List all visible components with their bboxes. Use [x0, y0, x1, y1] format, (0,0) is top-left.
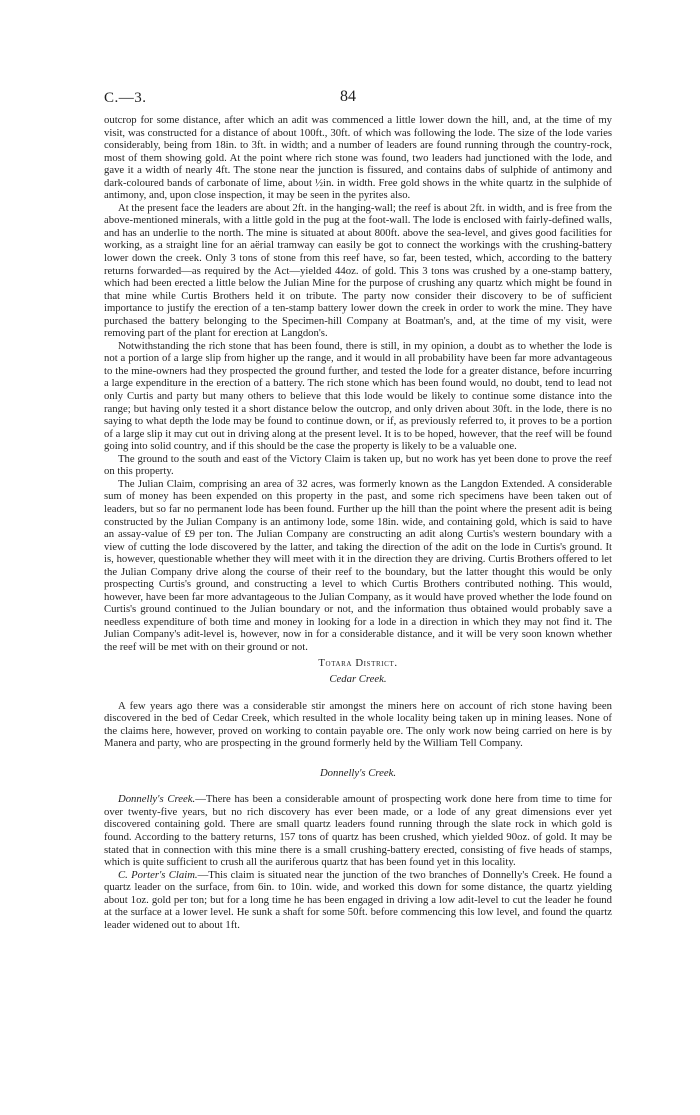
paragraph-cedar-creek: A few years ago there was a considerable stir amongst the miners here on account of rich stone having been discovered in the bed of Cedar Creek, which resulted in the whole locality being taken up in mining leases. None of the claims here, however, proved on working to contain payable ore. The only work now being carried on here is by Manera and party, who are prospecting in the ground formerly held by the William Tell Company.	[104, 699, 612, 750]
paragraph-julian-claim: The Julian Claim, comprising an area of 32 acres, was formerly known as the Langdon Extended. A considerable sum of money has been expended on this property in the past, and some rich specimens have been taken out of leaders, but so far no permanent lode has been found. Further up the hill than the point where the present adit is being constructed by the Julian Company is an antimony lode, some 18in. wide, and containing gold, which is said to have an assay-value of £9 per ton. The Julian Company are constructing an adit along Curtis's western boundary with a view of cutting the lode discovered by the latter, and taking the direction of the adit on the lode in Curtis's ground. It is, however, questionable whether they will meet with it in the direction they are driving. Curtis Brothers offered to let the Julian Company drive along the course of their reef to the boundary, but the latter thought this would be only prospecting Curtis's ground, and constructing a level to which Curtis Brothers contributed nothing. This would, however, have been far more advantageous to the Julian Company, as it would have proved whether the lode found on Curtis's ground continued to the Julian boundary or not, and the information thus obtained would probably save a needless expenditure of both time and money in looking for a lode in a direction in which they may not find it. The Julian Company's adit-level is, however, now in for a considerable distance, and it will be very soon known whether the reef will be met with on their ground or not.	[104, 477, 612, 653]
paragraph-donnellys-creek	[104, 793, 612, 868]
page-number: 84	[340, 88, 356, 105]
spacer	[104, 690, 612, 700]
paragraph-victory-claim: The ground to the south and east of the Victory Claim is taken up, but no work has yet been done to prove the reef on this property.	[104, 452, 612, 478]
paragraph-outcrop: outcrop for some distance, after which an adit was commenced a little lower down the hill, and, at the time of my visit, was constructed for a distance of about 100ft., 30ft. of which was following the lode. The size of the lode varies considerably, being from 18in. to 3ft. in width; and a number of leaders are found running through the country-rock, most of them showing gold. At the point where rich stone was found, two leaders had junctioned with the lode, and gave it a width of nearly 4ft. The stone near the junction is fissured, and contains dabs of sulphide of antimony and dark-coloured bands of carbonate of lime, about ½in. in width. Free gold shows in the white quartz in the sulphide of antimony, and, upon close inspection, it may be seen in the pyrites also.	[104, 114, 612, 202]
document-page	[104, 88, 612, 931]
page-header	[104, 88, 612, 114]
subheading-cedar-creek: Cedar Creek.	[329, 673, 387, 686]
run-in-heading-porters-claim: C. Porter's Claim.	[118, 868, 198, 881]
section-heading-totara: Totara District.	[318, 656, 398, 669]
document-reference: C.—3.	[104, 90, 147, 106]
paragraph-present-face: At the present face the leaders are about 2ft. in the hanging-wall; the reef is about 2ft. in width, and is free from the above-mentioned minerals, with a little gold in the pug at the foot-wall. The lode is enclosed with fairly-defined walls, and has an underlie to the north. The mine is situated at about 800ft. above the sea-level, and gives good facilities for working, as a straight line for an aërial tramway can easily be got to connect the workings with the crushing-battery lower down the creek. Only 3 tons of stone from this reef have, so far, been tested, which, according to the battery returns forwarded—as required by the Act—yielded 44oz. of gold. This 3 tons was crushed by a one-stamp battery, which had been erected a little below the Julian Mine for the purpose of crushing any quartz which might be found in that mine while Curtis Brothers held it on tribute. The party now consider their discovery to be of sufficient importance to justify the erection of a ten-stamp battery lower down the creek in order to work the mine. They have purchased the battery belonging to the Specimen-hill Company at Boatman's, and, at the time of my visit, were removing part of the plant for erection at Langdon's.	[104, 201, 612, 340]
spacer	[104, 750, 612, 764]
run-in-heading-donnellys-creek: Donnelly's Creek.	[118, 793, 196, 806]
subheading-donnellys-creek: Donnelly's Creek.	[319, 766, 397, 779]
paragraph-notwithstanding: Notwithstanding the rich stone that has been found, there is still, in my opinion, a doubt as to whether the lode is not a portion of a large slip from higher up the range, and it would in all probability have been far more advantageous to the mine-owners had they prospected the ground further, and tested the lode for a greater distance, before incurring a large expenditure in the erection of a battery. The rich stone which has been found would, no doubt, tend to lead not only Curtis and party but many others to believe that this lode would be likely to continue some distance into the range; but having only tested it a short distance below the outcrop, and only driven about 30ft. in the lode, there is no saying to what depth the lode may be found to continue down, or if, as previously referred to, it proves to be a portion of a large slip it may cut out in driving along at the present level. It is to be hoped, however, that the reef will be found going into solid country, and if this should be the case the property is likely to be a valuable one.	[104, 339, 612, 453]
spacer	[104, 783, 612, 793]
paragraph-donnellys-creek-text: —There has been a considerable amount of prospecting work done here from time to time for over twenty-five years, but no rich discovery has ever been made, or a lode of any great dimensions ever yet discovered containing gold. There are small quartz leaders found running through the slate rock in which gold is found. According to the battery returns, 157 tons of quartz has been crushed, which yielded 90oz. of gold. It may be stated that in connection with this mine there is a small crushing-battery erected, consisting of five heads of stamps, which is quite sufficient to crush all the auriferous quartz that has been found yet in this locality.	[104, 793, 612, 869]
paragraph-porters-claim-text: —This claim is situated near the junction of the two branches of Donnelly's Creek. He found a quartz leader on the surface, from 6in. to 10in. wide, and worked this down for some distance, the quartz yielding about 1oz. gold per ton; but for a long time he has been engaged in driving a low adit-level to cut the leader he found at the surface at a lower level. He sunk a shaft for some 50ft. before commencing this low level, and found the quartz leader widened out to about 1ft.	[104, 868, 612, 931]
paragraph-porters-claim	[104, 869, 612, 932]
